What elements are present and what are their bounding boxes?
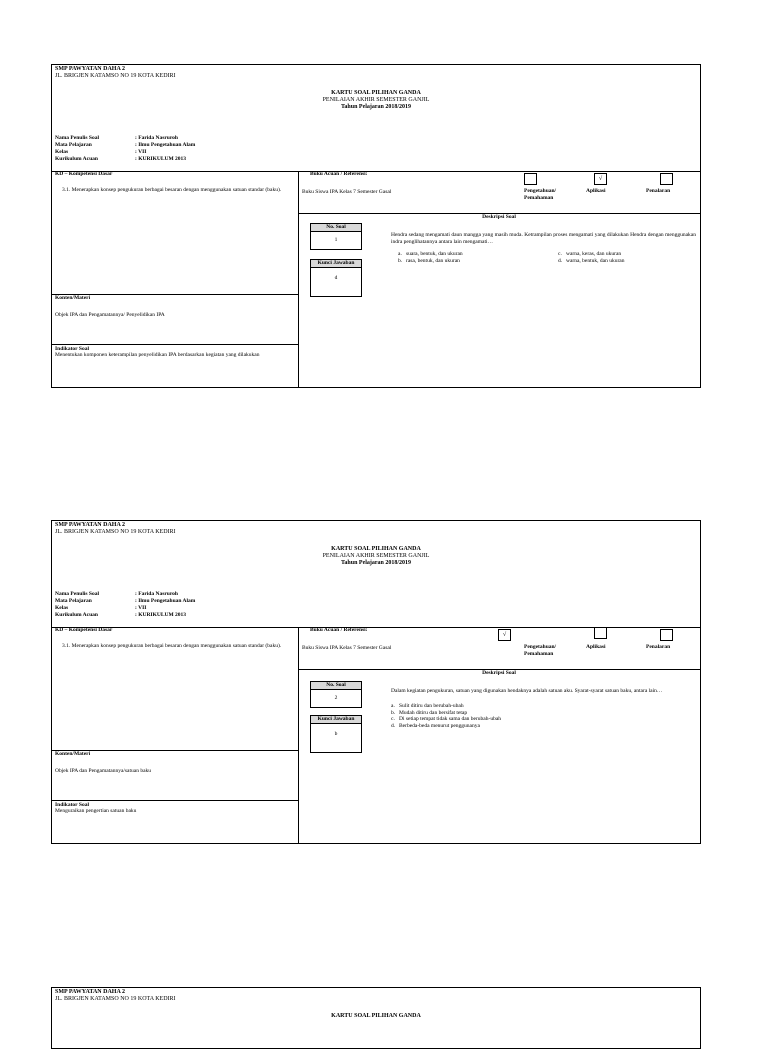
- option-letter: b.: [391, 709, 396, 716]
- card-title: KARTU SOAL PILIHAN GANDA: [331, 1013, 421, 1019]
- divider: [52, 171, 700, 172]
- buku-text: Buku Siswa IPA Kelas 7 Semester Gasal: [302, 189, 392, 195]
- meta-value: : Ilmu Pengetahuan Alam: [135, 142, 196, 148]
- meta-key: Kurikulum Acuan: [55, 612, 98, 618]
- school-name: SMP PAWYATAN DAHA 2: [55, 522, 125, 528]
- buku-text: Buku Siswa IPA Kelas 7 Semester Gasal: [302, 645, 392, 651]
- level-label: Aplikasi: [586, 188, 606, 194]
- school-address: JL. BRIGJEN KATAMSO NO 19 KOTA KEDIRI: [55, 73, 176, 79]
- card-year: Tahun Pelajaran 2018/2019: [340, 560, 412, 566]
- meta-value: : KURIKULUM 2013: [135, 612, 187, 618]
- question-text: Hendra sedang mengamati daun mangga yang masih muda. Ketrampilan proses mengamati yang dilakukan Hendra dengan menggunakan indra penglihatannya antara lain mengamati…: [391, 232, 696, 245]
- kd-text: 3.1. Menerapkan konsep pengukuran berbagai besaran dengan menggunakan satuan standar (baku).: [62, 643, 282, 649]
- school-header: [55, 66, 176, 80]
- card-subtitle: PENILAIAN AKHIR SEMESTER GANJIL: [322, 553, 430, 559]
- option-letter: a.: [398, 251, 402, 257]
- option-letter: c.: [391, 716, 395, 722]
- school-address: JL. BRIGJEN KATAMSO NO 19 KOTA KEDIRI: [55, 529, 176, 535]
- school-header: [55, 989, 176, 1003]
- kunci-box: [310, 715, 362, 753]
- school-name: SMP PAWYATAN DAHA 2: [55, 66, 125, 72]
- author-meta: [55, 591, 195, 619]
- meta-value: : Ilmu Pengetahuan Alam: [135, 598, 196, 604]
- meta-value: : VII: [135, 149, 147, 155]
- option-text: Sulit ditiru dan berubah-ubah: [399, 703, 464, 709]
- card-subtitle: PENILAIAN AKHIR SEMESTER GANJIL: [322, 97, 430, 103]
- option-letter: c.: [558, 251, 562, 257]
- buku-label: Buku Acuan / Referensi:: [310, 171, 368, 177]
- card-titles: [52, 546, 700, 567]
- level-label: Penalaran: [646, 188, 671, 194]
- option-list-right: [558, 251, 625, 264]
- kunci-label: Kunci Jawaban: [311, 716, 361, 724]
- meta-key: Mata Pelajaran: [55, 142, 92, 148]
- kd-text: 3.1. Menerapkan konsep pengukuran berbagai besaran dengan menggunakan satuan standar (baku).: [62, 187, 282, 193]
- indikator-label: Indikator Soal: [55, 802, 89, 808]
- card-titles: [52, 90, 700, 111]
- card-titles: [52, 1013, 700, 1020]
- no-soal-value: 2: [334, 695, 338, 701]
- card-title: KARTU SOAL PILIHAN GANDA: [331, 546, 421, 552]
- school-header: [55, 522, 176, 536]
- question-text: Dalam kegiatan pengukuran, satuan yang digunakan hendaknya adalah satuan aku. Syarat-syarat satuan baku, antara lain…: [391, 688, 663, 694]
- option-text: Berbeda-beda menurut penggunanya: [399, 722, 480, 729]
- option-text: Di setiap tempat tidak sama dan berubah-ubah: [399, 716, 502, 722]
- meta-value: : Farida Nasruroh: [135, 591, 178, 597]
- card-title: KARTU SOAL PILIHAN GANDA: [331, 90, 421, 96]
- konten-label: Konten/Materi: [55, 751, 91, 757]
- indikator-text: Menentukan komponen keterampilan penyelidikan IPA berdasarkan kegiatan yang dilakukan: [55, 352, 260, 358]
- option-letter: d.: [558, 257, 563, 264]
- konten-text: Objek IPA dan Pengamatannya/ Penyelidikan IPA: [55, 312, 165, 318]
- buku-label: Buku Acuan / Referensi:: [310, 627, 368, 633]
- option-list-left: [398, 251, 463, 264]
- deskripsi-label: Deskripsi Soal: [482, 214, 516, 220]
- level-checkbox-3[interactable]: [660, 629, 673, 641]
- indikator-text: Menguraikan pengertian satuan baku: [55, 808, 137, 814]
- option-text: rasa, bentuk, dan ukuran: [406, 257, 460, 264]
- indikator-label: Indikator Soal: [55, 346, 89, 352]
- no-soal-label: No. Soal: [311, 682, 361, 690]
- level-label: Pengetahuan/ Pemahaman: [524, 644, 557, 657]
- card-year: Tahun Pelajaran 2018/2019: [340, 104, 412, 110]
- meta-key: Kelas: [55, 149, 69, 155]
- divider: [298, 627, 299, 843]
- school-address: JL. BRIGJEN KATAMSO NO 19 KOTA KEDIRI: [55, 996, 176, 1002]
- meta-key: Nama Penulis Soal: [55, 591, 100, 597]
- konten-text: Objek IPA dan Pengamatannya/satuan baku: [55, 768, 152, 774]
- level-checkbox-2[interactable]: √: [594, 173, 607, 185]
- option-text: suara, bentuk, dan ukuran: [406, 251, 463, 257]
- question-card-1: [51, 64, 701, 388]
- divider: [52, 800, 298, 801]
- no-soal-box: [310, 223, 362, 250]
- option-letter: b.: [398, 257, 403, 264]
- level-checkbox-1[interactable]: √: [498, 629, 511, 641]
- kd-label: KD – Kompetensi Dasar: [55, 627, 113, 633]
- author-meta: [55, 135, 195, 163]
- option-letter: d.: [391, 722, 396, 729]
- level-checkbox-3[interactable]: [660, 173, 673, 185]
- kunci-value: d: [334, 275, 338, 281]
- level-checkbox-1[interactable]: [524, 173, 537, 185]
- option-text: Mudah ditiru dan bersifat tetap: [399, 709, 468, 716]
- meta-value: : Farida Nasruroh: [135, 135, 178, 141]
- meta-key: Mata Pelajaran: [55, 598, 92, 604]
- option-list: [391, 703, 501, 729]
- konten-label: Konten/Materi: [55, 295, 91, 301]
- no-soal-box: [310, 681, 362, 708]
- no-soal-value: 1: [334, 237, 338, 243]
- divider: [298, 171, 299, 387]
- question-card-3: [51, 987, 701, 1049]
- level-label: Pengetahuan/ Pemahaman: [524, 188, 557, 201]
- meta-key: Kurikulum Acuan: [55, 156, 98, 162]
- question-card-2: [51, 520, 701, 844]
- divider: [52, 344, 298, 345]
- no-soal-label: No. Soal: [311, 224, 361, 232]
- school-name: SMP PAWYATAN DAHA 2: [55, 989, 125, 995]
- level-checkbox-2[interactable]: [594, 627, 607, 639]
- level-label: Penalaran: [646, 644, 671, 650]
- meta-value: : VII: [135, 605, 147, 611]
- kd-label: KD – Kompetensi Dasar: [55, 171, 113, 177]
- option-text: warna, keras, dan ukuran: [566, 251, 622, 257]
- kunci-label: Kunci Jawaban: [311, 260, 361, 268]
- level-label: Aplikasi: [586, 644, 606, 650]
- meta-key: Nama Penulis Soal: [55, 135, 100, 141]
- option-letter: a.: [391, 703, 395, 709]
- kunci-box: [310, 259, 362, 297]
- option-text: warna, bentuk, dan ukuran: [566, 257, 625, 264]
- deskripsi-label: Deskripsi Soal: [482, 670, 516, 676]
- kunci-value: b: [334, 731, 338, 737]
- meta-key: Kelas: [55, 605, 69, 611]
- meta-value: : KURIKULUM 2013: [135, 156, 187, 162]
